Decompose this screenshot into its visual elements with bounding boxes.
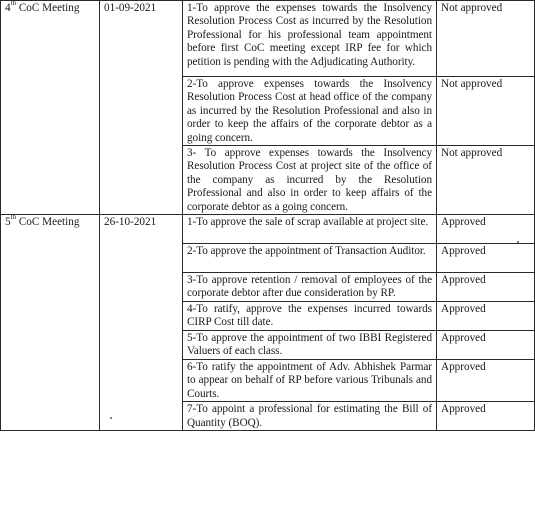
resolution-status: Not approved xyxy=(437,77,535,146)
meeting-name-cell xyxy=(1,1,100,215)
resolution-text: 6-To ratify the appointment of Adv. Abhishek Parmar to appear on behalf of RP before various Tribunals and Courts. xyxy=(183,360,437,402)
resolution-text: 3-To approve retention / removal of employees of the corporate debtor after due consideration by RP. xyxy=(183,273,437,302)
meeting-name-cell xyxy=(1,215,100,431)
meeting-ordinal-suffix: th xyxy=(10,214,17,222)
resolution-text: 4-To ratify, approve the expenses incurred towards CIRP Cost till date. xyxy=(183,302,437,331)
resolution-text: 3- To approve expenses towards the Insolvency Resolution Process Cost at project site of the office of the company as incurred by the Resolution Professional and also in order to keep affairs of the corporate debtor as a going concern. xyxy=(183,146,437,215)
meeting-ordinal: 5 xyxy=(5,216,11,229)
meeting-name: CoC Meeting xyxy=(18,2,80,14)
scan-speck xyxy=(110,417,112,419)
meeting-ordinal: 4 xyxy=(5,2,11,14)
resolution-status: Approved xyxy=(437,302,535,331)
meeting-ordinal-suffix: th xyxy=(10,0,17,8)
resolution-text: 2-To approve expenses towards the Insolvency Resolution Process Cost at head office of the company as incurred by the Resolution Professional and also in order to keep the affairs of the corporate debtor as a going concern. xyxy=(183,77,437,146)
scan-speck xyxy=(517,241,519,243)
resolution-text: 7-To appoint a professional for estimating the Bill of Quantity (BOQ). xyxy=(183,402,437,431)
meeting-date-cell: 01-09-2021 xyxy=(100,1,183,215)
resolution-status: Approved xyxy=(437,331,535,360)
resolution-status: Approved xyxy=(437,360,535,402)
resolution-text: 2-To approve the appointment of Transaction Auditor. xyxy=(183,244,437,273)
resolution-text: 1-To approve the expenses towards the Insolvency Resolution Process Cost as incurred by the Resolution Professional for his professional team appointment before first CoC meeting except IRP fee for which petition is pending with the Adjudicating Authority. xyxy=(183,1,437,77)
resolution-status: Approved xyxy=(437,402,535,431)
table-row xyxy=(1,1,535,77)
resolution-status: Not approved xyxy=(437,1,535,77)
resolution-status: Approved xyxy=(437,215,535,244)
resolution-text: 5-To approve the appointment of two IBBI Registered Valuers of each class. xyxy=(183,331,437,360)
meeting-name: CoC Meeting xyxy=(18,216,80,229)
resolution-status: Not approved xyxy=(437,146,535,215)
meeting-date-cell: 26-10-2021 xyxy=(100,215,183,431)
table-row xyxy=(1,215,535,244)
resolution-status: Approved xyxy=(437,273,535,302)
resolution-status: Approved xyxy=(437,244,535,273)
resolution-text: 1-To approve the sale of scrap available at project site. xyxy=(183,215,437,244)
